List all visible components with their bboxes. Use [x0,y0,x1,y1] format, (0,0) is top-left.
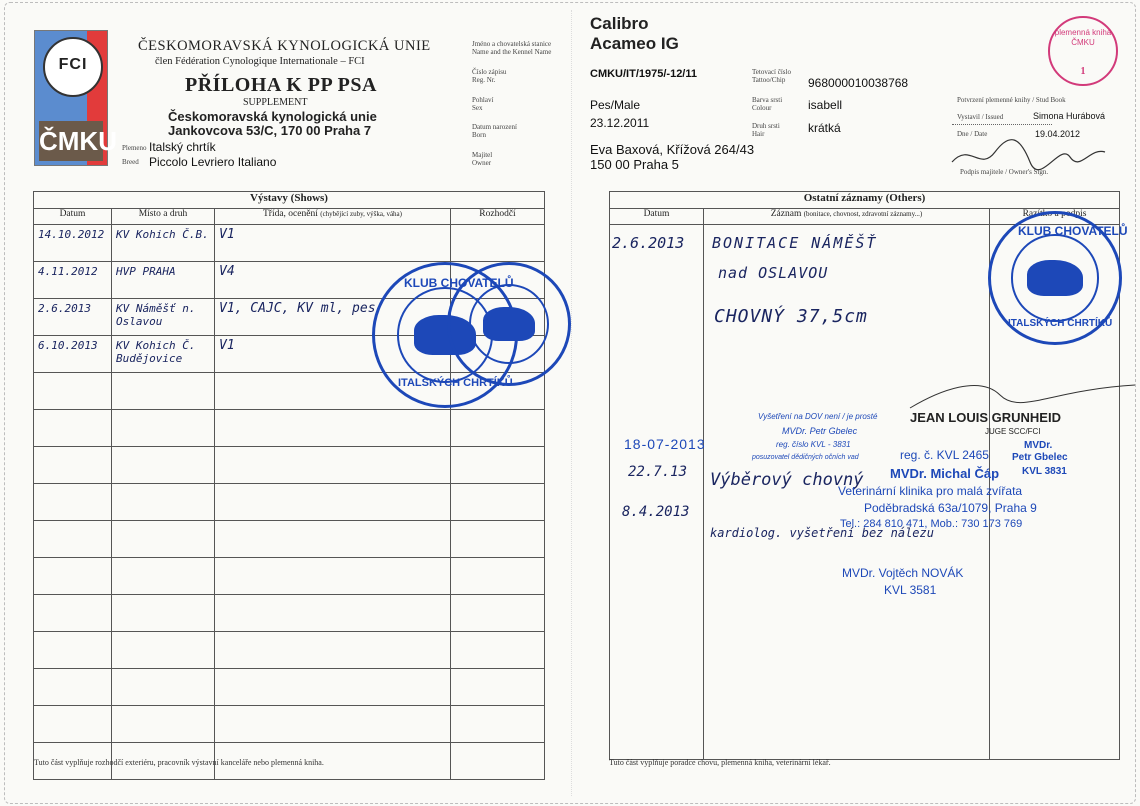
bonitace-line-2: nad OSLAVOU [718,264,829,282]
table-row [34,484,545,521]
show-date: 4.11.2012 [34,262,112,299]
address-line-2: Jankovcova 53/C, 170 00 Praha 7 [168,123,372,138]
table-row [34,595,545,632]
show-date: 6.10.2013 [34,336,112,373]
reg-kvl: reg. č. KVL 2465 [900,448,989,462]
owner-line-2: 150 00 Praha 5 [590,157,679,172]
show-place: KV Kohich Č. Budějovice [112,336,215,373]
table-row [34,706,545,743]
cmku-logo-icon: ČMKU [39,121,103,161]
club-stamp-top: KLUB CHOVATELŮ [404,276,514,290]
others-col-stamp: Razítko a podpis [990,209,1120,225]
owner-line-1: Eva Baxová, Křížová 264/43 [590,142,755,157]
club-stamp-top-2: KLUB CHOVATELŮ [1018,224,1128,238]
studbook-label: Potvrzení plemenné knihy / Stud Book [957,96,1066,104]
date-8: 8.4.2013 [622,504,690,520]
others-title: Ostatní záznamy (Others) [610,192,1120,209]
born-value: 23.12.2011 [590,116,650,130]
clinic-name: Veterinární klinika pro malá zvířata [838,484,1023,498]
others-col-record: Záznam (bonitace, chovnost, zdravotní záznamy...) [704,209,990,225]
tattoo-value: 968000010038768 [808,76,909,90]
issued-date: 19.04.2012 [1035,129,1081,139]
mvdr-label: MVDr. [1024,440,1053,451]
hair-label: Druh srsti Hair [752,122,780,138]
date-22: 22.7.13 [628,464,688,480]
union-name: ČESKOMORAVSKÁ KYNOLOGICKÁ UNIE [138,38,431,54]
club-stamp-bottom-2: ITALSKÝCH CHRTÍKŮ [1008,318,1113,329]
studbook-stamp-icon: plemenná kniha ČMKU 1 [1048,16,1118,86]
judge-name: JEAN LOUIS GRUNHEID [910,410,1061,425]
kardio-note: kardiolog. vyšetření bez nálezu [710,526,934,540]
issued-label: Vystavil / Issued [957,113,1004,121]
vyber-note: Výběrový chovný [710,470,864,490]
date-july: 18-07-2013 [624,436,706,452]
show-place: KV Náměšť n. Oslavou [112,299,215,336]
page-fold [571,10,572,796]
show-result: V1, CAJC, KV ml, pes [215,299,451,336]
judge-role: JUGE SCC/FCI [985,427,1041,436]
owner-sign-label: Podpis majitele / Owner's Sign. [960,168,1049,176]
address-line-1: Českomoravská kynologická unie [168,109,377,124]
plemeno-label: Plemeno [122,144,147,152]
kvl-3581: KVL 3581 [884,583,937,597]
shows-title: Výstavy (Shows) [34,192,545,209]
bonitace-line-3: CHOVNÝ 37,5cm [714,306,868,327]
judge-signature-icon [900,370,1140,414]
table-row [34,558,545,595]
breed-it: Piccolo Levriero Italiano [149,155,277,169]
breed-cz: Italský chrtík [149,140,216,154]
reg-label: Číslo zápisu Reg. Nr. [472,68,507,84]
sex-label: Pohlaví Sex [472,96,494,112]
show-date: 14.10.2012 [34,225,112,262]
fci-logo-icon: FCI [43,37,103,97]
vojtech-name: MVDr. Vojtěch NOVÁK [842,566,964,580]
colour-value: isabell [808,98,843,112]
name-label: Jméno a chovatelská stanice Name and the Kennel Name [472,40,552,56]
bonitace-line-1: BONITACE NÁMĚŠŤ [712,234,878,252]
show-place: KV Kohich Č.B. [112,225,215,262]
others-footer: Tuto část vyplňuje poradce chovu, plemenná kniha, veterinární lékař. [609,758,831,767]
michal-name: MVDr. Michal Čáp [890,466,1000,481]
table-row [34,410,545,447]
show-result: V1 [215,225,451,262]
shows-col-judge: Rozhodčí [451,209,545,225]
vet1-name: MVDr. Petr Gbelec [782,426,858,436]
clinic-tel: Tel.: 284 810 471, Mob.: 730 173 769 [840,518,1023,530]
shows-col-date: Datum [34,209,112,225]
dog-name: Calibro Acameo IG [590,14,679,53]
kvl-3831: KVL 3831 [1022,466,1067,477]
table-row [34,632,545,669]
others-col-date: Datum [610,209,704,225]
document-title: PŘÍLOHA K PP PSA [185,74,377,96]
breed-label: Breed [122,158,139,166]
show-date: 2.6.2013 [34,299,112,336]
vet1-role: posuzovatel dědičných očních vad [752,454,859,461]
clinic-address: Poděbradská 63a/1079, Praha 9 [864,501,1037,515]
dov-note: Vyšetření na DOV není / je prosté [758,412,878,421]
petr-name: Petr Gbelec [1012,452,1068,463]
shows-col-class: Třída, ocenění (chybějící zuby, výška, váha) [215,209,451,225]
hair-value: krátká [808,121,841,135]
supplement-label: SUPPLEMENT [243,97,308,108]
bonitace-date: 2.6.2013 [612,234,685,252]
reg-number: CMKU/IT/1975/-12/11 [590,68,697,80]
colour-label: Barva srsti Colour [752,96,783,112]
cmku-logo [34,30,117,166]
shows-col-place: Místo a druh [112,209,215,225]
vet1-reg: reg. číslo KVL - 3831 [776,440,851,449]
show-place: HVP PRAHA [112,262,215,299]
show-result: V1 [215,336,451,373]
table-row [34,669,545,706]
show-result: V4 [215,262,451,299]
owner-label: Majitel Owner [472,151,493,167]
issued-by: Simona Hurábová [1033,111,1106,121]
table-row [34,225,545,262]
date-label: Dne / Date [957,130,988,138]
table-row [34,447,545,484]
table-row [34,521,545,558]
shows-footer: Tuto část vyplňuje rozhodčí exteriéru, pracovník výstavní kanceláře nebo plemenná kniha. [34,758,324,767]
tattoo-label: Tetovací číslo Tattoo/Chip [752,68,791,84]
born-label: Datum narození Born [472,123,517,139]
club-stamp-bottom: ITALSKÝCH CHRTÍKŮ [398,377,513,389]
fci-member: člen Fédération Cynologique Internationale – FCI [155,56,365,67]
sex-value: Pes/Male [590,98,641,112]
